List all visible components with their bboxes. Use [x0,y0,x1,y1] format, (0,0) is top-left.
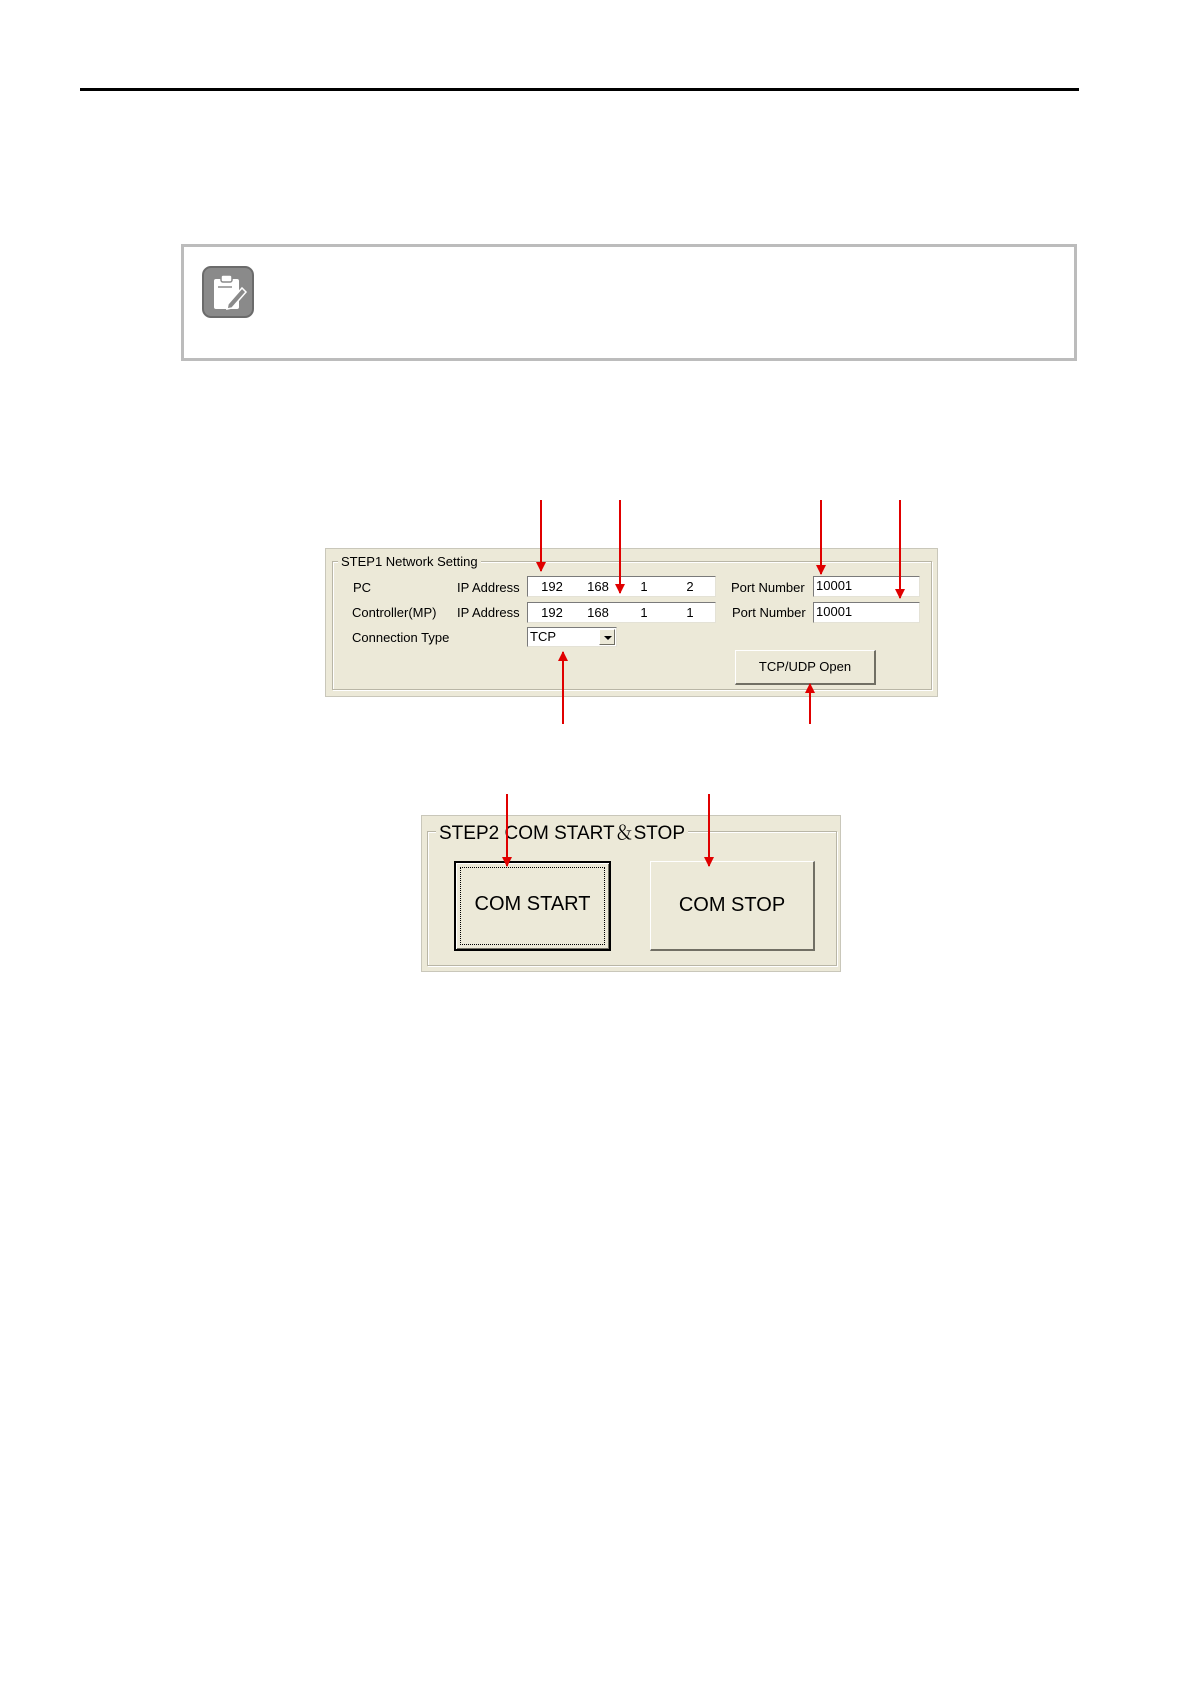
header-rule [80,88,1079,91]
pc-label: PC [353,580,372,595]
step1-panel [325,548,938,697]
tcp-udp-open-label: TCP/UDP Open [758,659,852,674]
chevron-down-icon[interactable] [599,629,615,645]
pc-ip-octet-3[interactable]: 1 [640,579,648,594]
com-start-label: COM START [474,893,591,915]
tcp-udp-open-button[interactable] [735,650,876,685]
com-start-button[interactable] [454,861,611,951]
note-box [181,244,1077,361]
pc-ip-octet-2[interactable]: 168 [587,579,609,594]
pc-port-label: Port Number [731,580,805,595]
controller-port-field[interactable] [813,602,920,623]
controller-port-value: 10001 [816,604,853,619]
step2-title: STEP2 COM START＆STOP [436,818,688,845]
controller-ip-octet-4[interactable]: 1 [686,605,694,620]
pc-port-field[interactable] [813,576,920,597]
note-clipboard-pencil-icon [202,266,254,318]
controller-label: Controller(MP) [352,605,437,620]
controller-ip-octet-3[interactable]: 1 [640,605,648,620]
step1-title: STEP1 Network Setting [338,554,481,569]
com-stop-label: COM STOP [678,894,786,916]
com-stop-button[interactable] [650,861,815,951]
controller-ip-field[interactable] [527,602,716,623]
pc-ip-octet-1[interactable]: 192 [541,579,563,594]
controller-port-label: Port Number [732,605,806,620]
connection-type-label: Connection Type [352,630,450,645]
pc-ip-label: IP Address [457,580,520,595]
controller-ip-octet-2[interactable]: 168 [587,605,609,620]
connection-type-value: TCP [530,629,556,644]
controller-ip-octet-1[interactable]: 192 [541,605,563,620]
pc-ip-octet-4[interactable]: 2 [686,579,694,594]
pc-port-value: 10001 [816,578,853,593]
connection-type-select[interactable] [527,627,617,647]
pc-ip-field[interactable] [527,576,716,597]
controller-ip-label: IP Address [457,605,520,620]
step2-panel [421,815,841,972]
